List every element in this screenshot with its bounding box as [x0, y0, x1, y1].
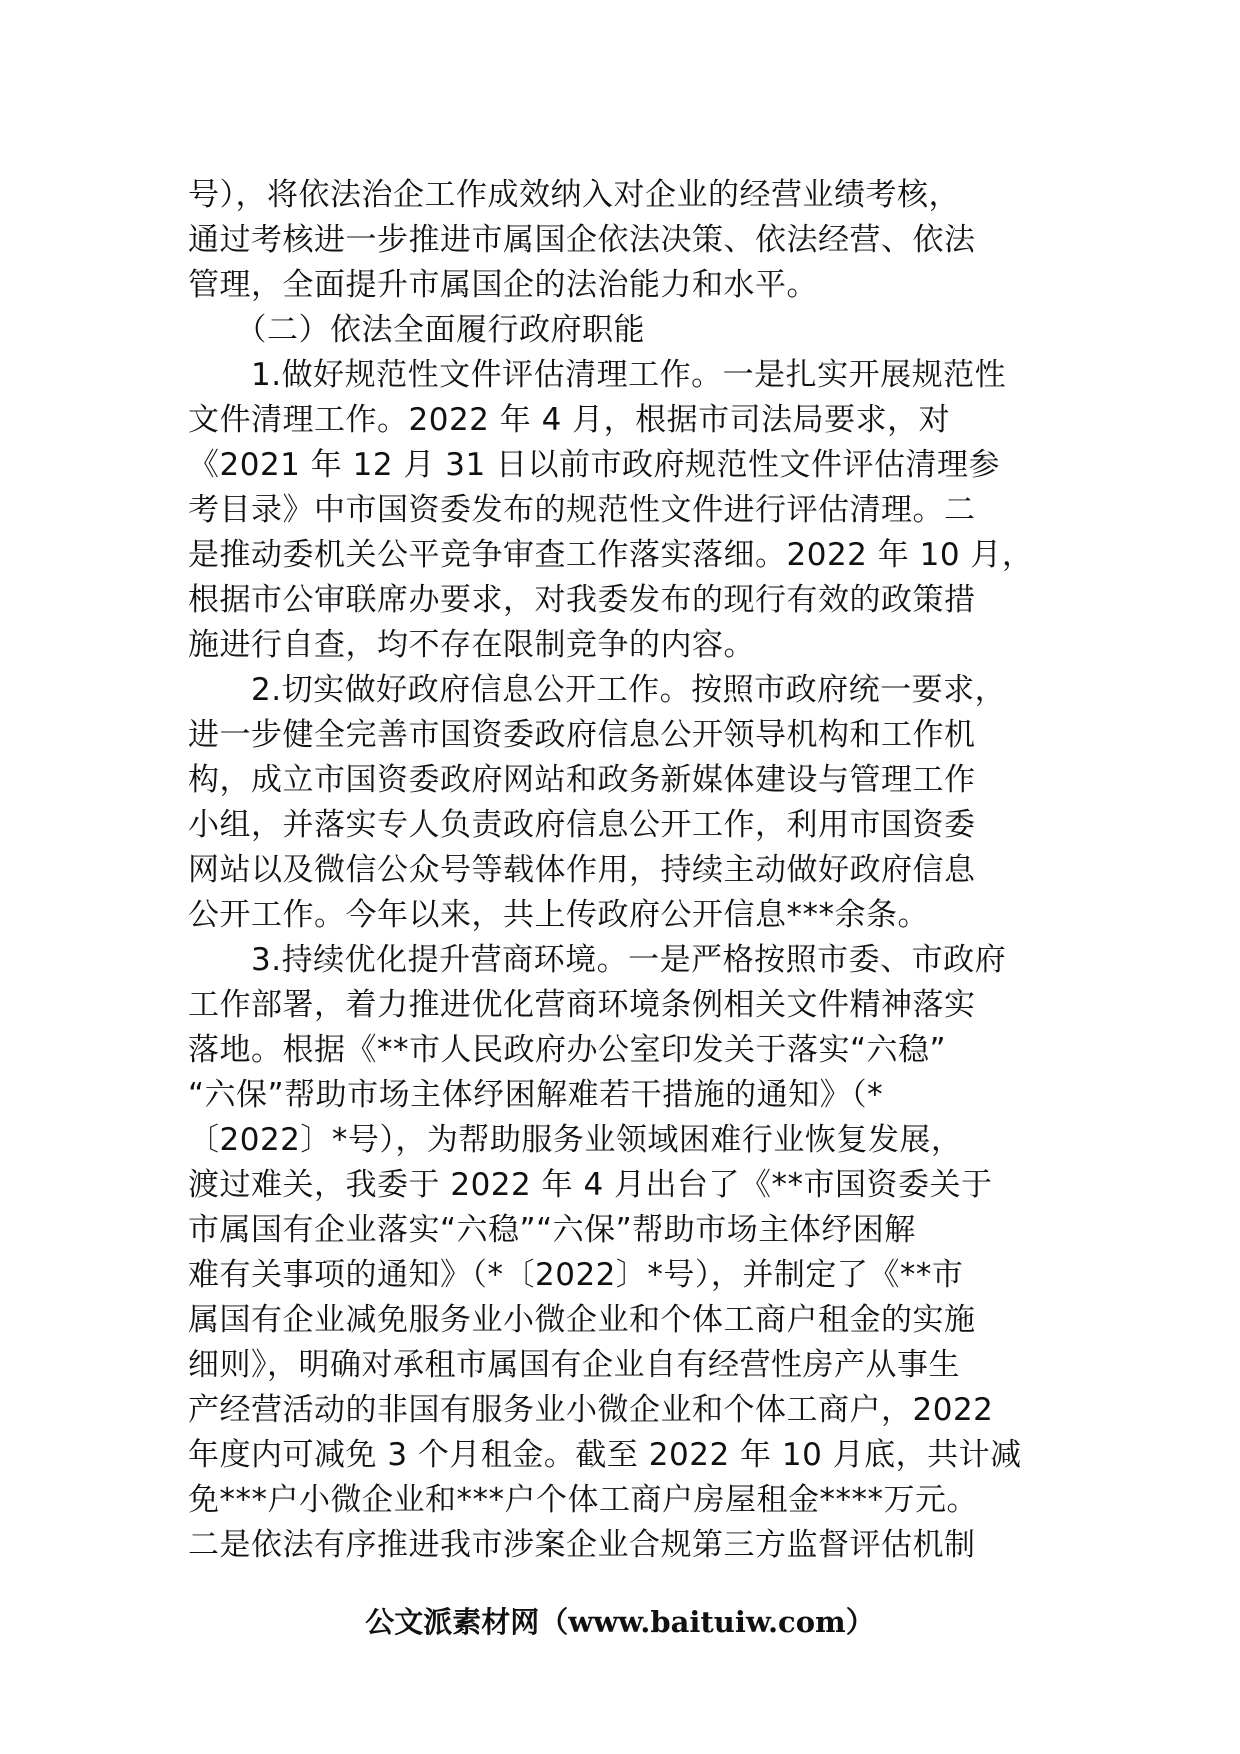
text-line: 通过考核进一步推进市属国企依法决策、依法经营、依法	[188, 222, 976, 258]
text-line: 市属国有企业落实“六稳”“六保”帮助市场主体纾困解	[188, 1212, 916, 1248]
text-line: 施进行自查，均不存在限制竞争的内容。	[188, 627, 755, 663]
section-heading: （二）依法全面履行政府职能	[188, 312, 645, 348]
text-line: 公开工作。今年以来，共上传政府公开信息***余条。	[188, 897, 929, 933]
document-body	[188, 173, 1068, 1568]
text-line: 1.做好规范性文件评估清理工作。一是扎实开展规范性	[188, 357, 1007, 393]
text-line: 号），将依法治企工作成效纳入对企业的经营业绩考核，	[188, 177, 960, 213]
text-line: 根据市公审联席办要求，对我委发布的现行有效的政策措	[188, 582, 976, 618]
text-line: “六保”帮助市场主体纾困解难若干措施的通知》（*	[188, 1077, 884, 1113]
text-line: 小组，并落实专人负责政府信息公开工作，利用市国资委	[188, 807, 976, 843]
text-line: 管理，全面提升市属国企的法治能力和水平。	[188, 267, 818, 303]
text-line: 考目录》中市国资委发布的规范性文件进行评估清理。二	[188, 492, 976, 528]
text-line: 二是依法有序推进我市涉案企业合规第三方监督评估机制	[188, 1527, 976, 1563]
text-line: 渡过难关，我委于 2022 年 4 月出台了《**市国资委关于	[188, 1167, 993, 1203]
text-line: 《2021 年 12 月 31 日以前市政府规范性文件评估清理参	[188, 447, 1001, 483]
text-line: 难有关事项的通知》（*〔2022〕*号），并制定了《**市	[188, 1257, 964, 1293]
text-line: 进一步健全完善市国资委政府信息公开领导机构和工作机	[188, 717, 976, 753]
text-line: 〔2022〕*号），为帮助服务业领域困难行业恢复发展，	[188, 1122, 963, 1158]
text-line: 落地。根据《**市人民政府办公室印发关于落实“六稳”	[188, 1032, 947, 1068]
footer-watermark-text: 公文派素材网（www.baituiw.com）	[365, 1605, 875, 1639]
text-line: 产经营活动的非国有服务业小微企业和个体工商户，2022	[188, 1392, 994, 1428]
text-line: 构，成立市国资委政府网站和政务新媒体建设与管理工作	[188, 762, 976, 798]
text-line: 文件清理工作。2022 年 4 月，根据市司法局要求，对	[188, 402, 951, 438]
text-line: 网站以及微信公众号等载体作用，持续主动做好政府信息	[188, 852, 976, 888]
text-line: 工作部署，着力推进优化营商环境条例相关文件精神落实	[188, 987, 976, 1023]
text-line: 是推动委机关公平竞争审查工作落实落细。2022 年 10 月，	[188, 537, 1034, 573]
text-line: 2.切实做好政府信息公开工作。按照市政府统一要求，	[188, 672, 1007, 708]
text-line: 细则》，明确对承租市属国有企业自有经营性房产从事生	[188, 1347, 960, 1383]
text-line: 年度内可减免 3 个月租金。截至 2022 年 10 月底，共计减	[188, 1437, 1022, 1473]
text-line: 3.持续优化提升营商环境。一是严格按照市委、市政府	[188, 942, 1007, 978]
text-line: 免***户小微企业和***户个体工商户房屋租金****万元。	[188, 1482, 978, 1518]
text-line: 属国有企业减免服务业小微企业和个体工商户租金的实施	[188, 1302, 976, 1338]
